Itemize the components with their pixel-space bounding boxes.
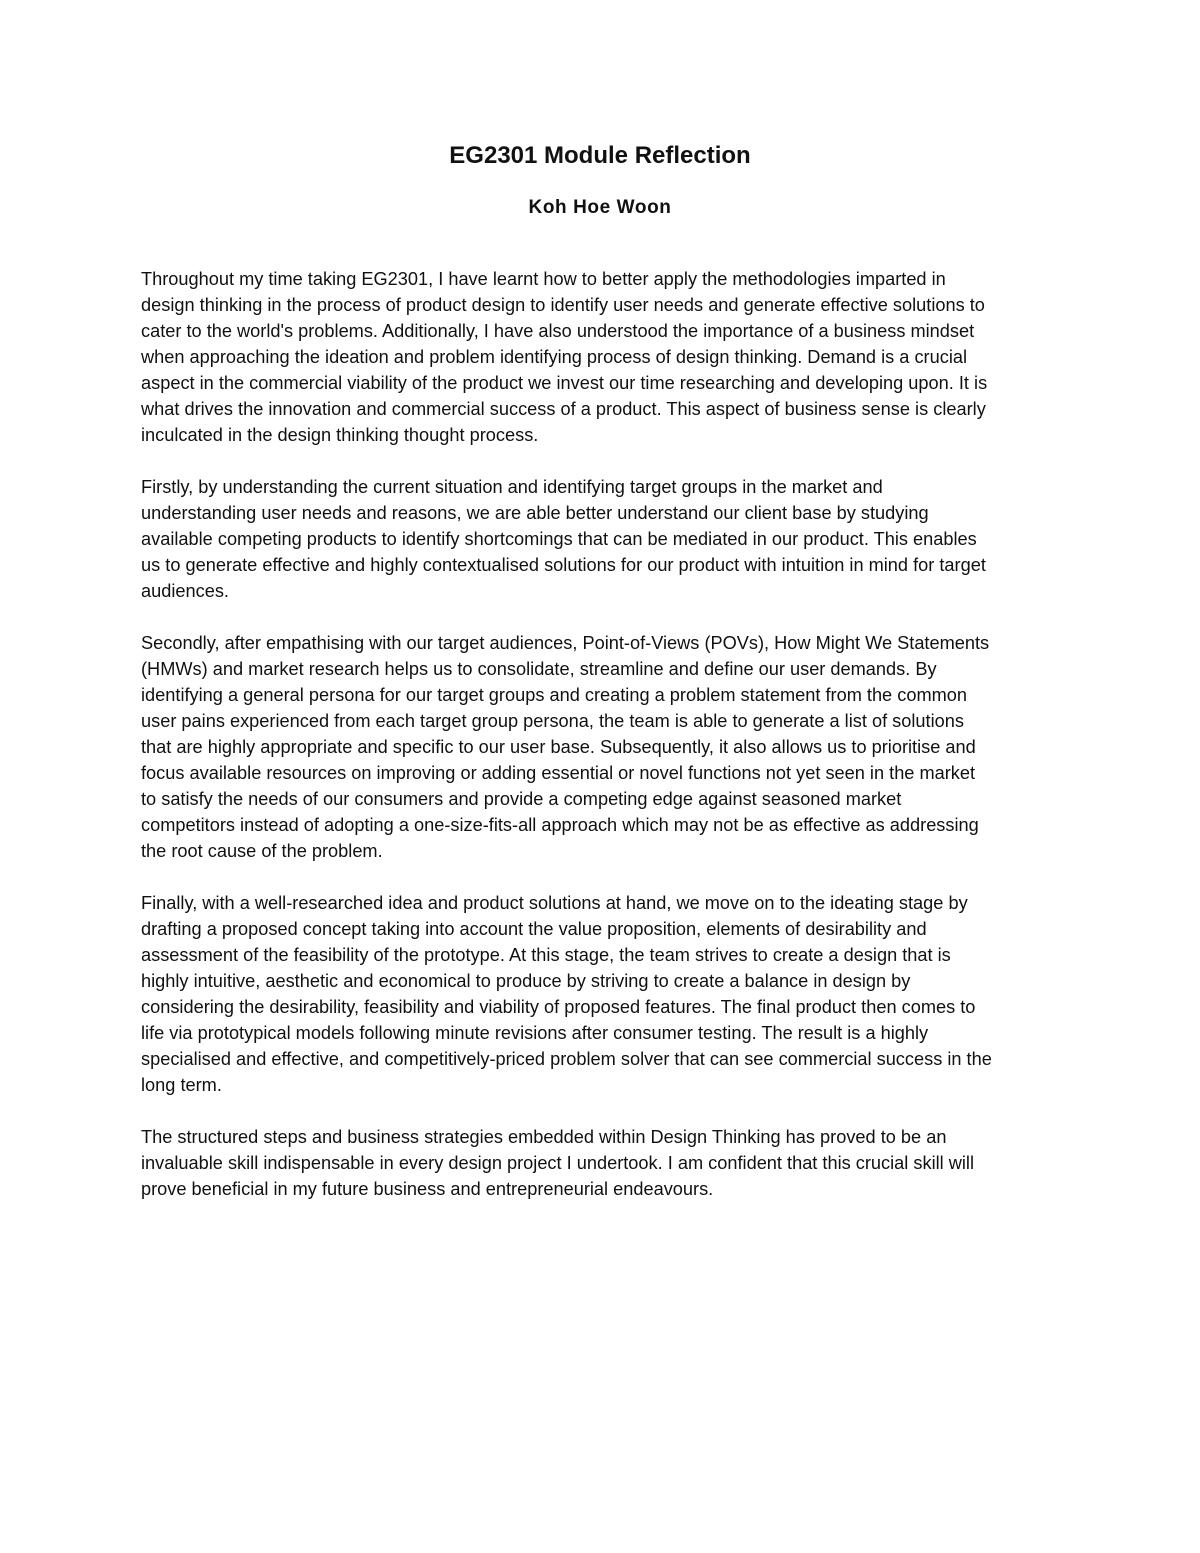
paragraph-conclusion: The structured steps and business strategies embedded within Design Thinking has proved to be an invaluable skill indispensable in every design project I undertook. I am confident that this crucial skill will prove beneficial in my future business and entrepreneurial endeavours. — [141, 1127, 975, 1199]
document-title: EG2301 Module Reflection — [449, 142, 751, 169]
paragraph-finally: Finally, with a well-researched idea and product solutions at hand, we move on to the ideating stage by drafting a proposed concept taking into account the value proposition, elements of desirability and assessment of the feasibility of the prototype. At this stage, the team strives to create a design that is highly intuitive, aesthetic and economical to produce by striving to create a balance in design by considering the desirability, feasibility and viability of proposed features. The final product then comes to life via prototypical models following minute revisions after consumer testing. The result is a highly specialised and effective, and competitively-priced problem solver that can see commercial success in the long term. — [141, 893, 992, 1095]
paragraph-secondly: Secondly, after empathising with our target audiences, Point-of-Views (POVs), How Might We Statements (HMWs) and market research helps us to consolidate, streamline and define our user demands. By identifying a general persona for our target groups and creating a problem statement from the common user pains experienced from each target group persona, the team is able to generate a list of solutions that are highly appropriate and specific to our user base. Subsequently, it also allows us to prioritise and focus available resources on improving or adding essential or novel functions not yet seen in the market to satisfy the needs of our consumers and provide a competing edge against seasoned market competitors instead of adopting a one-size-fits-all approach which may not be as effective as addressing the root cause of the problem. — [141, 633, 990, 861]
author-name: Koh Hoe Woon — [528, 197, 672, 218]
document-body — [141, 266, 1071, 1228]
paragraph-firstly: Firstly, by understanding the current situation and identifying target groups in the market and understanding user needs and reasons, we are able better understand our client base by studying available competing products to identify shortcomings that can be mediated in our product. This enables us to generate effective and highly contextualised solutions for our product with intuition in mind for target audiences. — [141, 477, 986, 601]
paragraph-intro: Throughout my time taking EG2301, I have learnt how to better apply the methodologies imparted in design thinking in the process of product design to identify user needs and generate effective solutions to cater to the world's problems. Additionally, I have also understood the importance of a business mindset when approaching the ideation and problem identifying process of design thinking. Demand is a crucial aspect in the commercial viability of the product we invest our time researching and developing upon. It is what drives the innovation and commercial success of a product. This aspect of business sense is clearly inculcated in the design thinking thought process. — [141, 269, 988, 445]
